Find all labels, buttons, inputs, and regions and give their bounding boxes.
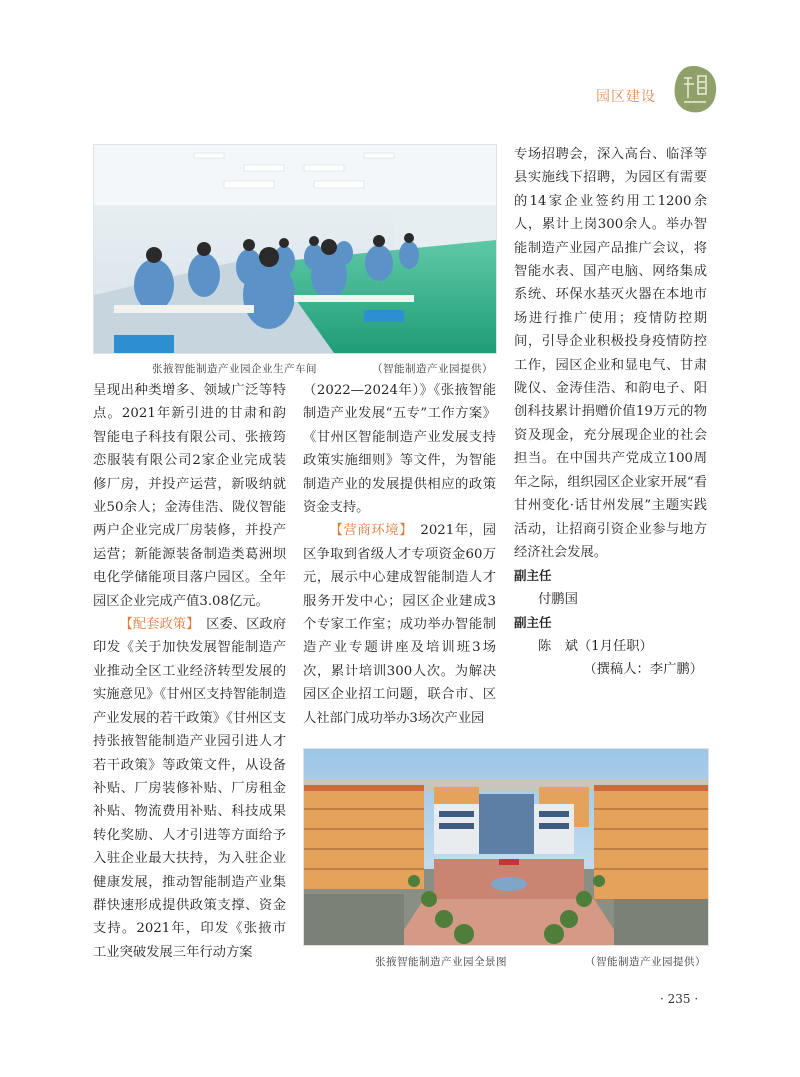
workshop-photo-credit: （智能制造产业园提供） bbox=[372, 363, 493, 375]
col2-paragraph-2 bbox=[303, 519, 496, 730]
text-column-2 bbox=[303, 379, 496, 730]
page-number: · 235 · bbox=[660, 992, 699, 1006]
text-column-1 bbox=[93, 379, 286, 964]
park-panorama-photo bbox=[303, 748, 709, 946]
person-name-1: 付鹏国 bbox=[538, 591, 578, 607]
decorative-seal-icon bbox=[672, 64, 718, 114]
col2-paragraph-1: （2022—2024年）》《张掖智能制造产业发展“五专”工作方案》《甘州区智能制造产业发展支持政策实施细则》等文件，为智能制造产业的发展提供相应的政策资金支持。 bbox=[303, 383, 496, 516]
text-column-3 bbox=[514, 143, 707, 681]
role-deputy-director-1: 副主任 bbox=[514, 568, 552, 584]
section-label: 园区建设 bbox=[596, 89, 656, 105]
col2-paragraph-2-text: 2021年，园区争取到省级人才专项资金60万元，展示中心建成智能制造人才服务开发中心；园区企业建成3个专家工作室；成功举办智能制造产业专题讲座及培训班3场次，累计培训300人次。为解决园区企业招工问题，联合市、区人社部门成功举办3场次产业园 bbox=[303, 523, 496, 726]
policy-tag: 【配套政策】 bbox=[119, 617, 193, 633]
panorama-photo-credit: （智能制造产业园提供） bbox=[585, 956, 706, 968]
workshop-photo-caption: 张掖智能制造产业园企业生产车间 bbox=[152, 363, 317, 375]
col1-paragraph-1: 呈现出种类增多、领域广泛等特点。2021年新引进的甘肃和韵智能电子科技有限公司、张掖筠恋服装有限公司2家企业完成装修厂房，并投产运营，新吸纳就业50余人；金涛佳浩、陇仪智能两户企业完成厂房装修，并投产运营；新能源装备制造类葛洲坝电化学储能项目落户园区。全年园区企业完成产值3.08亿元。 bbox=[93, 383, 286, 609]
col1-paragraph-2 bbox=[93, 613, 286, 964]
workshop-photo bbox=[93, 144, 497, 354]
col3-paragraph-1: 专场招聘会，深入高台、临泽等县实施线下招聘，为园区有需要的14家企业签约用工1200余人，累计上岗300余人。举办智能制造产业园产品推广会议，将智能水表、国产电脑、网络集成系统、环保水基灭火器在本地市场进行推广使用；疫情防控期间，引导企业积极投身疫情防控工作，园区企业和显电气、甘肃陇仪、金涛佳浩、和韵电子、阳创科技累计捐赠价值19万元的物资及现金，充分展现企业的社会担当。在中国共产党成立100周年之际，组织园区企业家开展“看甘州变化·话甘州发展”主题实践活动，让招商引资企业参与地方经济社会发展。 bbox=[514, 147, 707, 560]
col1-paragraph-2-text: 区委、区政府印发《关于加快发展智能制造产业推动全区工业经济转型发展的实施意见》《甘州区支持智能制造产业发展的若干政策》《甘州区支持张掖智能制造产业园引进人才若干政策》等政策文件，从设备补贴、厂房装修补贴、厂房租金补贴、物流费用补贴、科技成果转化奖励、人才引进等方面给予入驻企业最大扶持，为入驻企业健康发展，推动智能制造产业集群快速形成提供政策支撑、资金支持。2021年，印发《张掖市工业突破发展三年行动方案 bbox=[93, 617, 286, 960]
panorama-photo-caption: 张掖智能制造产业园全景图 bbox=[375, 956, 507, 968]
person-name-2: 陈 斌（1月任职） bbox=[538, 638, 653, 654]
business-env-tag: 【营商环境】 bbox=[329, 523, 407, 539]
author-credit: （撰稿人：李广鹏） bbox=[583, 661, 703, 677]
role-deputy-director-2: 副主任 bbox=[514, 615, 552, 631]
